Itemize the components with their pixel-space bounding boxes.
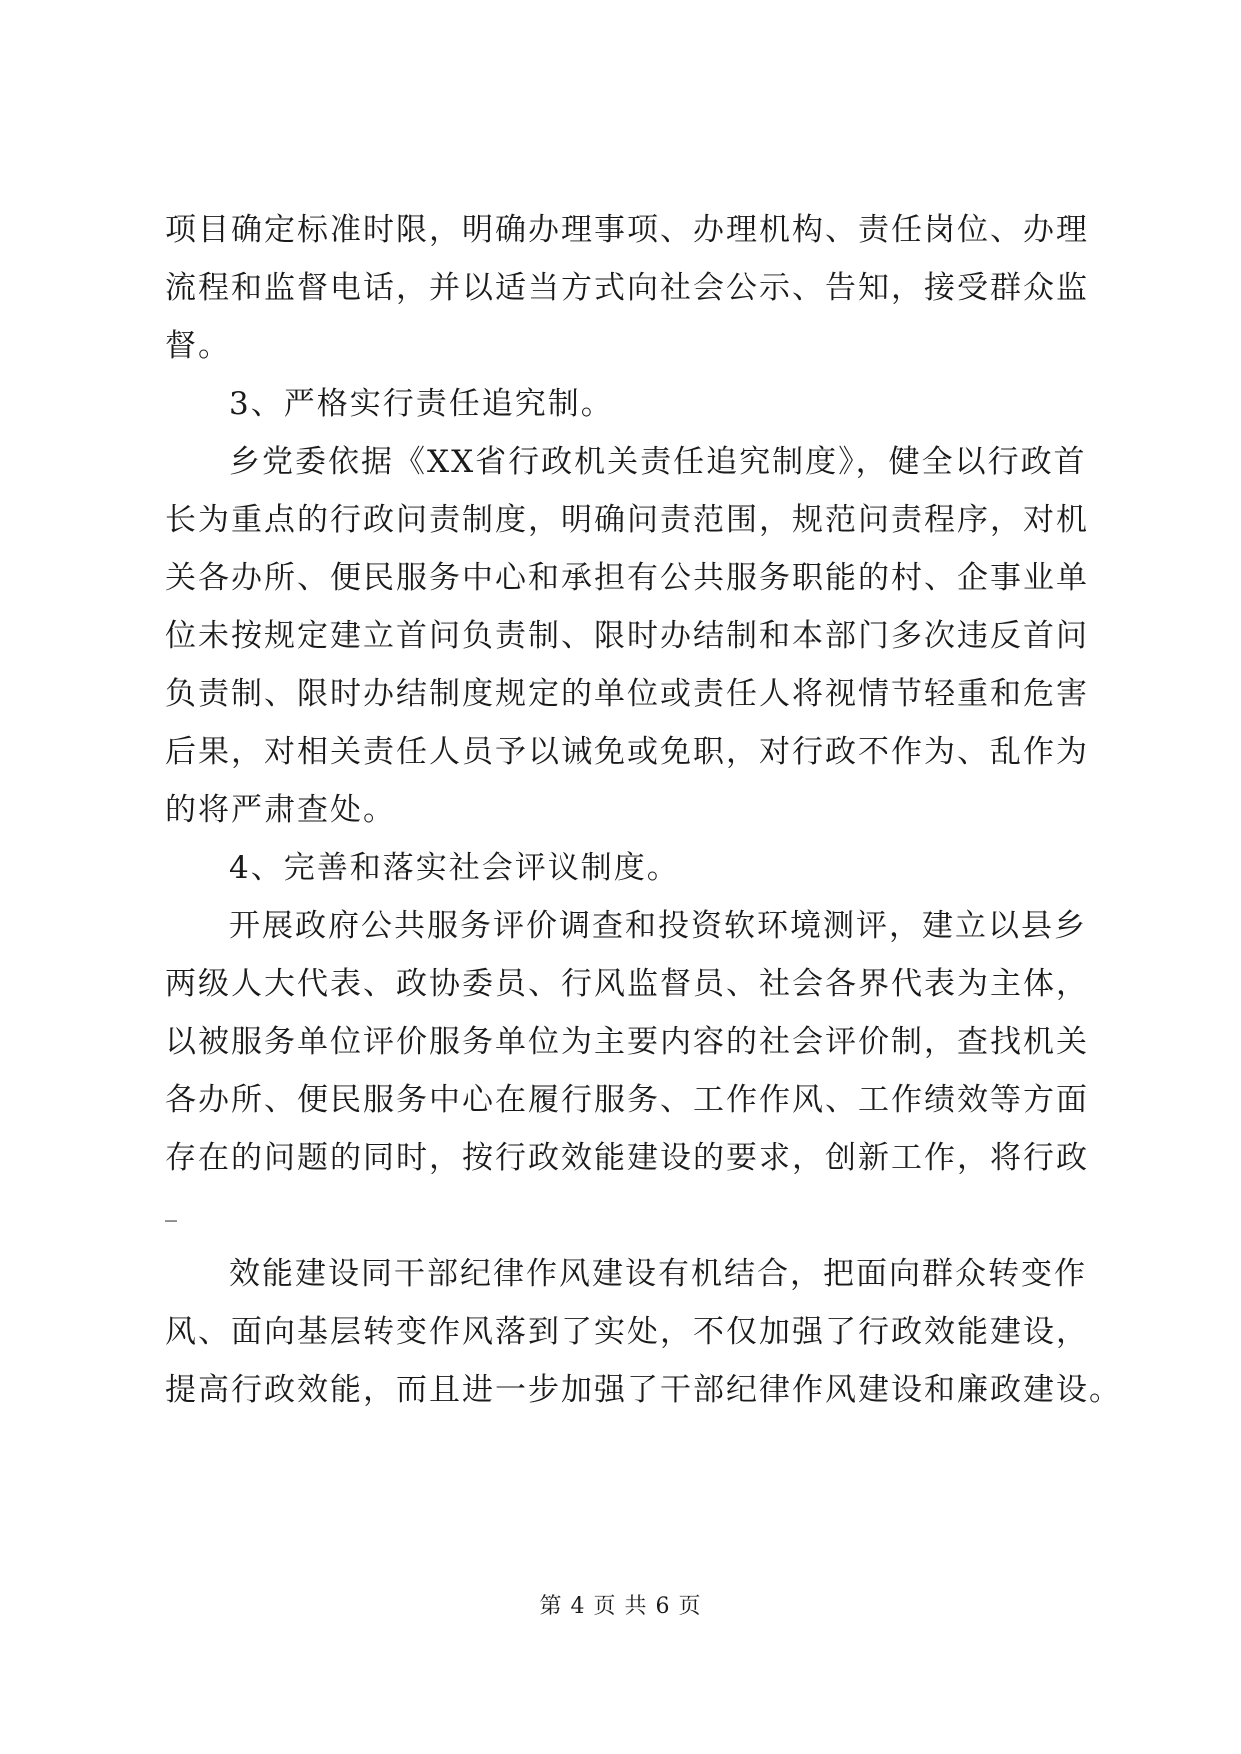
paragraph-line: 开展政府公共服务评价调查和投资软环境测评，建立以县乡 — [229, 908, 1087, 944]
paragraph-line: 督。 — [165, 328, 231, 364]
paragraph-line: 两级人大代表、政协委员、行风监督员、社会各界代表为主体， — [165, 966, 1089, 1002]
section-heading: 3、严格实行责任追究制。 — [229, 386, 614, 422]
paragraph-line: 存在的问题的同时，按行政效能建设的要求，创新工作，将行政 — [165, 1140, 1089, 1176]
paragraph-line: 后果，对相关责任人员予以诫免或免职，对行政不作为、乱作为 — [165, 734, 1089, 770]
paragraph-line: 位未按规定建立首问负责制、限时办结制和本部门多次违反首问 — [165, 618, 1089, 654]
paragraph-line: 的将严肃查处。 — [165, 792, 396, 828]
paragraph-line: 提高行政效能，而且进一步加强了干部纪律作风建设和廉政建设。 — [165, 1372, 1122, 1408]
page-footer: 第 4 页 共 6 页 — [539, 1594, 702, 1619]
paragraph-line: 长为重点的行政问责制度，明确问责范围，规范问责程序，对机 — [165, 502, 1089, 538]
paragraph-line: 关各办所、便民服务中心和承担有公共服务职能的村、企事业单 — [165, 560, 1089, 596]
paragraph-line: _ — [165, 1194, 179, 1222]
section-heading: 4、完善和落实社会评议制度。 — [229, 850, 680, 886]
paragraph-line: 流程和监督电话，并以适当方式向社会公示、告知，接受群众监 — [165, 270, 1089, 306]
paragraph-line: 负责制、限时办结制度规定的单位或责任人将视情节轻重和危害 — [165, 676, 1089, 712]
paragraph-line: 项目确定标准时限，明确办理事项、办理机构、责任岗位、办理 — [165, 212, 1089, 248]
paragraph-line: 乡党委依据《XX省行政机关责任追究制度》，健全以行政首 — [229, 444, 1087, 480]
paragraph-line: 各办所、便民服务中心在履行服务、工作作风、工作绩效等方面 — [165, 1082, 1089, 1118]
paragraph-line: 风、面向基层转变作风落到了实处，不仅加强了行政效能建设， — [165, 1314, 1089, 1350]
paragraph-line: 以被服务单位评价服务单位为主要内容的社会评价制，查找机关 — [165, 1024, 1089, 1060]
paragraph-line: 效能建设同干部纪律作风建设有机结合，把面向群众转变作 — [229, 1256, 1087, 1292]
